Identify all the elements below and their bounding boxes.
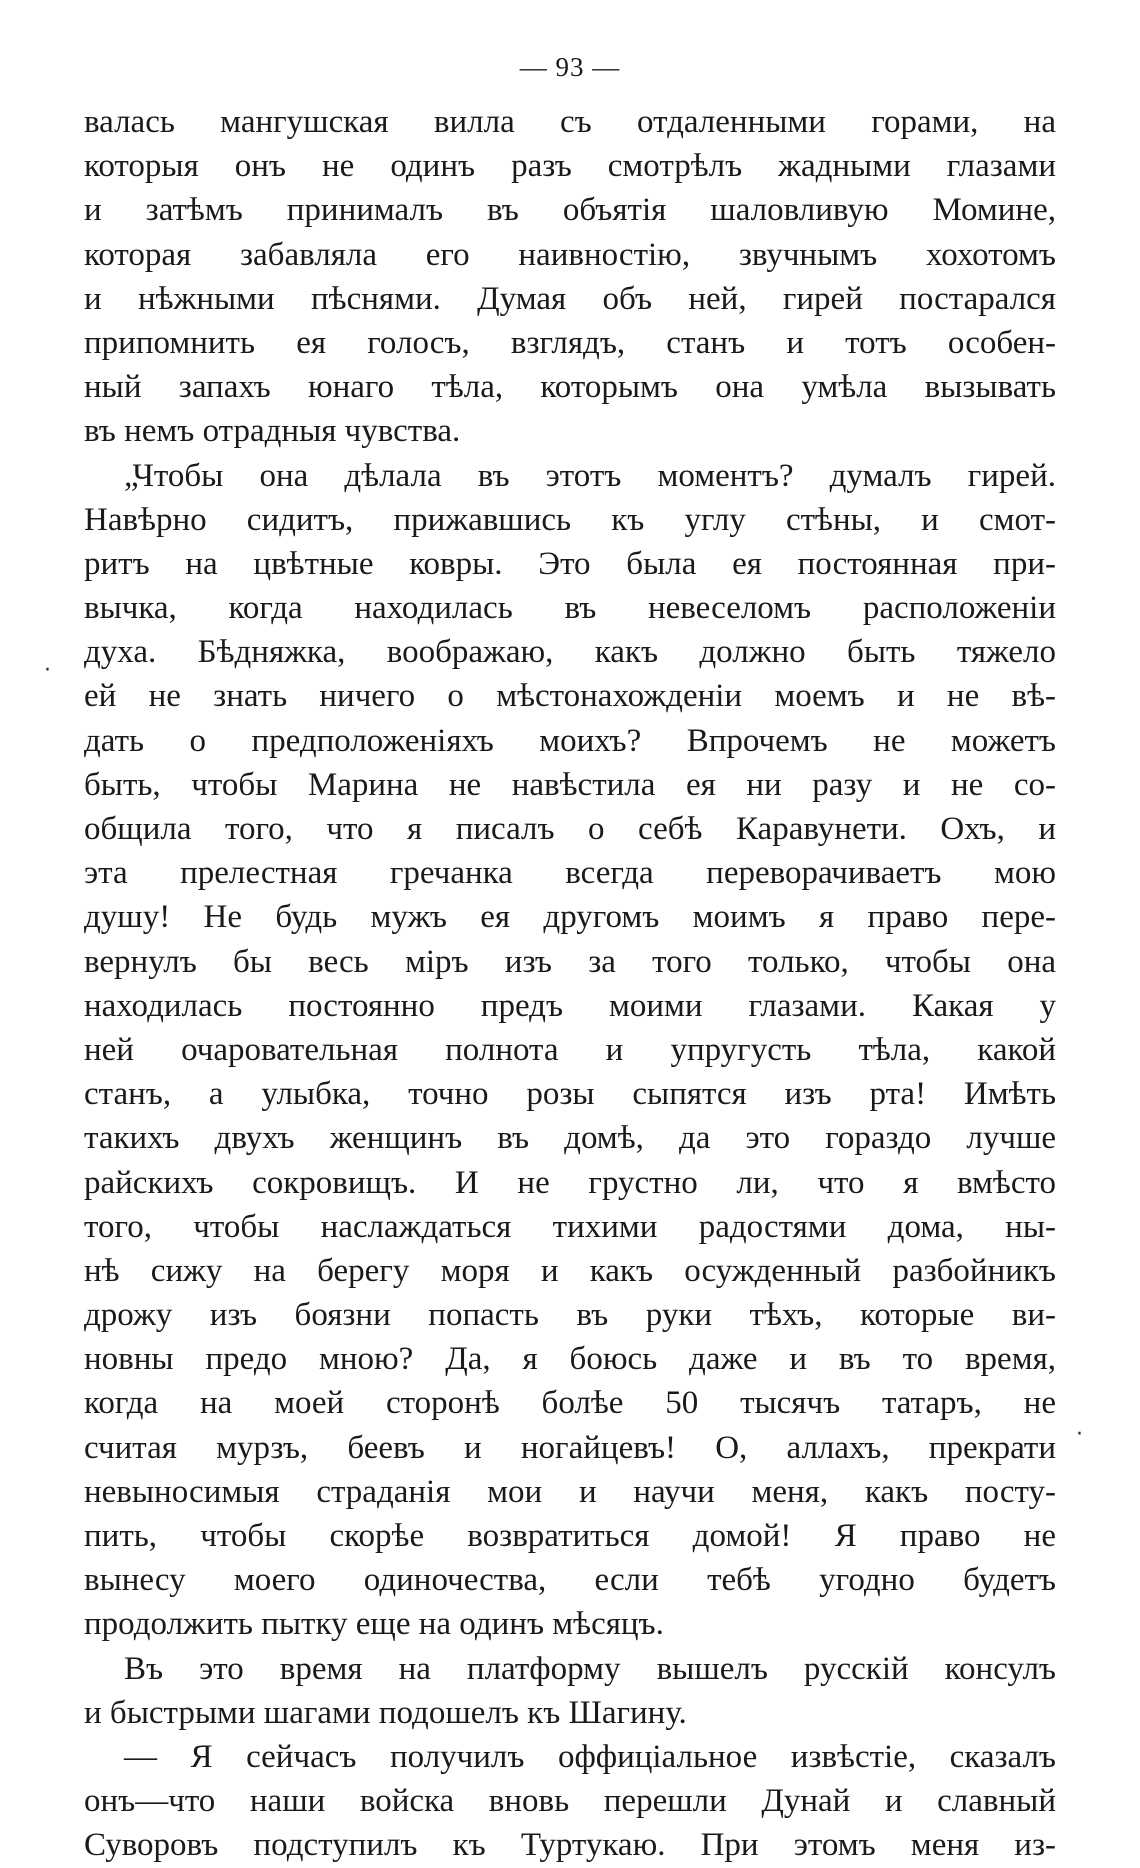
text-line: и затѣмъ принималъ въ объятія шаловливую Момине, [84,192,1056,229]
text-line: Суворовъ подступилъ къ Туртукаю. При этомъ меня из- [84,1827,1056,1864]
text-line: Въ это время на платформу вышелъ русскій консулъ [124,1650,1056,1687]
text-line: въ немъ отрадныя чувства. [84,413,461,450]
text-line: ней очаровательная полнота и упругусть тѣла, какой [84,1031,1056,1068]
text-line: которая забавляла его наивностію, звучнымъ хохотомъ [84,236,1056,273]
text-line: того, чтобы наслаждаться тихими радостями дома, ны- [84,1208,1056,1245]
text-line: ей не знать ничего о мѣстонахожденіи моемъ и не вѣ- [84,678,1056,715]
text-line: общила того, что я писалъ о себѣ Каравунети. Охъ, и [84,811,1056,847]
margin-dot-mark: · [44,658,51,683]
text-line: онъ—что наши войска вновь перешли Дунай и славный [84,1783,1056,1820]
text-line: продолжить пытку еще на одинъ мѣсяцъ. [84,1606,664,1643]
text-line: вычка, когда находилась въ невеселомъ расположеніи [84,590,1056,627]
text-line: ритъ на цвѣтные ковры. Это была ея постоянная при- [84,545,1056,582]
text-line: новны предо мною? Да, я боюсь даже и въ то время, [84,1341,1056,1378]
text-line: райскихъ сокровищъ. И не грустно ли, что я вмѣсто [84,1164,1056,1201]
text-line: эта прелестная гречанка всегда переворачиваетъ мою [84,855,1056,892]
text-line: дрожу изъ боязни попасть въ руки тѣхъ, которые ви- [84,1297,1056,1334]
text-line: когда на моей сторонѣ болѣе 50 тысячъ татаръ, не [84,1385,1056,1422]
text-line: станъ, а улыбка, точно розы сыпятся изъ рта! Имѣть [84,1076,1056,1113]
text-line: Навѣрно сидитъ, прижавшись къ углу стѣны, и смот- [84,501,1056,538]
text-line: считая мурзъ, беевъ и ногайцевъ! О, аллахъ, прекрати [84,1429,1056,1466]
text-line: припомнить ея голосъ, взглядъ, станъ и тотъ особен- [84,324,1056,361]
text-line: которыя онъ не одинъ разъ смотрѣлъ жадными глазами [84,148,1056,185]
text-line: нѣ сижу на берегу моря и какъ осужденный разбойникъ [84,1252,1056,1289]
text-line: такихъ двухъ женщинъ въ домѣ, да это гораздо лучше [84,1120,1056,1157]
text-line: вернулъ бы весь міръ изъ за того только, чтобы она [84,943,1056,980]
body-text [84,100,1056,1868]
text-line: духа. Бѣдняжка, воображаю, какъ должно быть тяжело [84,634,1056,671]
text-line: вынесу моего одиночества, если тебѣ угодно будетъ [84,1562,1056,1599]
text-line: пить, чтобы скорѣе возвратиться домой! Я право не [84,1518,1056,1554]
text-line: и быстрыми шагами подошелъ къ Шагину. [84,1694,687,1731]
text-line: валась мангушская вилла съ отдаленными горами, на [84,104,1056,140]
text-line: „Чтобы она дѣлала въ этотъ моментъ? думалъ гирей. [124,457,1056,494]
page-number: — 93 — [519,52,621,82]
text-line: — Я сейчасъ получилъ оффиціальное извѣстіе, сказалъ [124,1738,1056,1775]
text-line: ный запахъ юнаго тѣла, которымъ она умѣла вызывать [84,369,1056,406]
text-line: душу! Не будь мужъ ея другомъ моимъ я право пере- [84,899,1056,936]
text-line: находилась постоянно предъ моими глазами. Какая у [84,987,1056,1024]
text-line: невыносимыя страданія мои и научи меня, какъ посту- [84,1473,1056,1510]
text-line: и нѣжными пѣснями. Думая объ ней, гирей постарался [84,280,1056,317]
text-line: дать о предположеніяхъ моихъ? Впрочемъ не можетъ [84,722,1056,759]
text-line: быть, чтобы Марина не навѣстила ея ни разу и не со- [84,766,1056,803]
margin-dot-mark: · [1076,1422,1083,1447]
